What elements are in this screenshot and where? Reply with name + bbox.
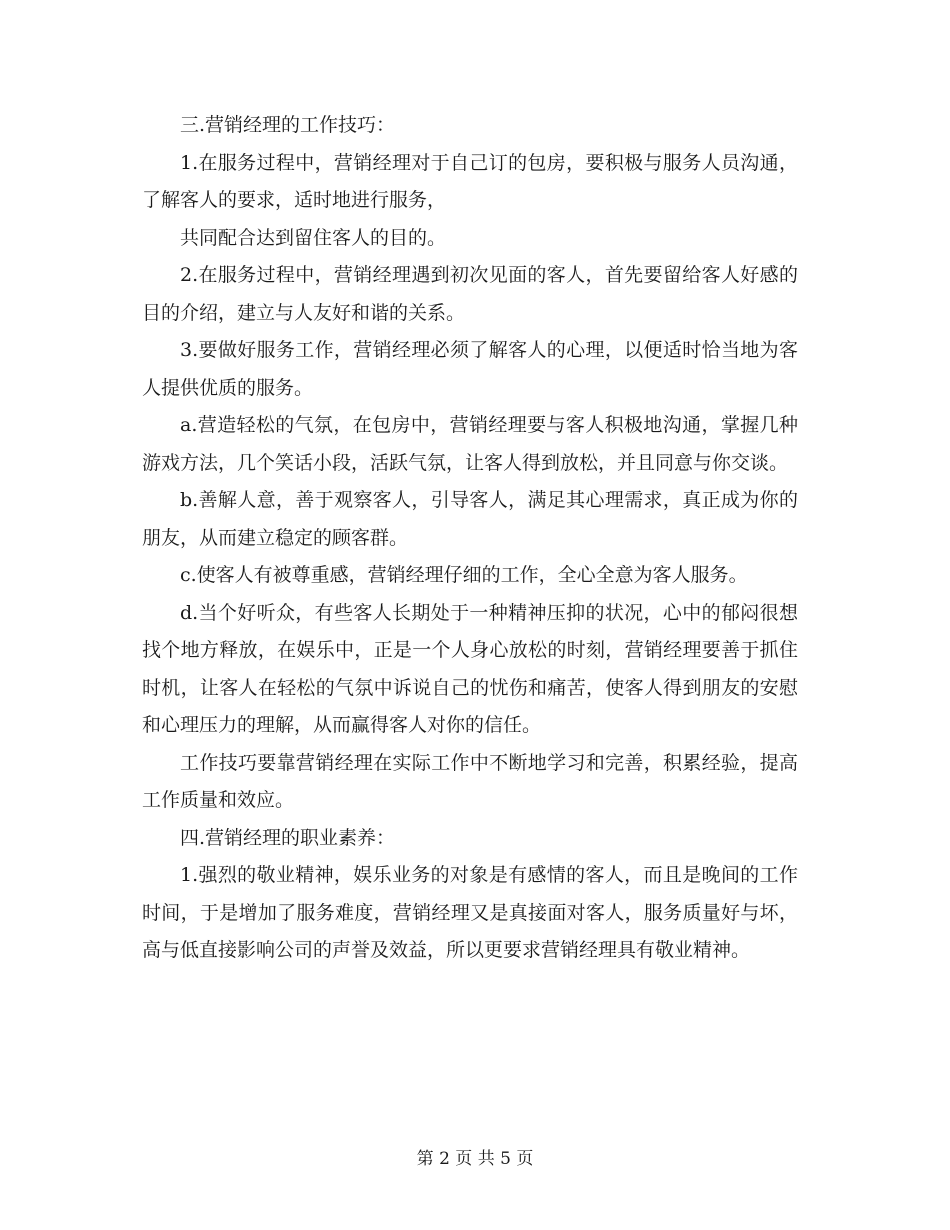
paragraph: 1.在服务过程中，营销经理对于自己订的包房，要积极与服务人员沟通，了解客人的要求，适时地进行服务， <box>142 151 798 211</box>
page-number-label: 第 2 页 共 5 页 <box>416 1149 534 1169</box>
paragraph: c.使客人有被尊重感，营销经理仔细的工作，全心全意为客人服务。 <box>180 564 748 586</box>
paragraph: 2.在服务过程中，营销经理遇到初次见面的客人，首先要留给客人好感的目的介绍，建立与人友好和谐的关系。 <box>142 264 798 324</box>
paragraph: b.善解人意，善于观察客人，引导客人，满足其心理需求，真正成为你的朋友，从而建立稳定的顾客群。 <box>142 489 798 549</box>
paragraph: 1.强烈的敬业精神，娱乐业务的对象是有感情的客人，而且是晚间的工作时间，于是增加了服务难度，营销经理又是真接面对客人，服务质量好与坏，高与低直接影响公司的声誉及效益，所以更要求营销经理具有敬业精神。 <box>142 864 798 961</box>
section-heading-four: 四.营销经理的职业素养： <box>180 826 396 849</box>
paragraph: 工作技巧要靠营销经理在实际工作中不断地学习和完善，积累经验，提高工作质量和效应。 <box>142 751 798 811</box>
paragraph: 共同配合达到留住客人的目的。 <box>180 226 447 249</box>
paragraph: d.当个好听众，有些客人长期处于一种精神压抑的状况，心中的郁闷很想找个地方释放，在娱乐中，正是一个人身心放松的时刻，营销经理要善于抓住时机，让客人在轻松的气氛中诉说自己的忧伤和痛苦，使客人得到朋友的安慰和心理压力的理解，从而赢得客人对你的信任。 <box>142 601 798 736</box>
paragraph: 3.要做好服务工作，营销经理必须了解客人的心理，以便适时恰当地为客人提供优质的服务。 <box>142 339 798 399</box>
page-footer <box>0 1147 950 1171</box>
document-body <box>142 107 798 970</box>
section-heading-three: 三.营销经理的工作技巧： <box>180 114 396 136</box>
paragraph: a.营造轻松的气氛，在包房中，营销经理要与客人积极地沟通，掌握几种游戏方法，几个笑话小段，活跃气氛，让客人得到放松，并且同意与你交谈。 <box>142 414 798 474</box>
